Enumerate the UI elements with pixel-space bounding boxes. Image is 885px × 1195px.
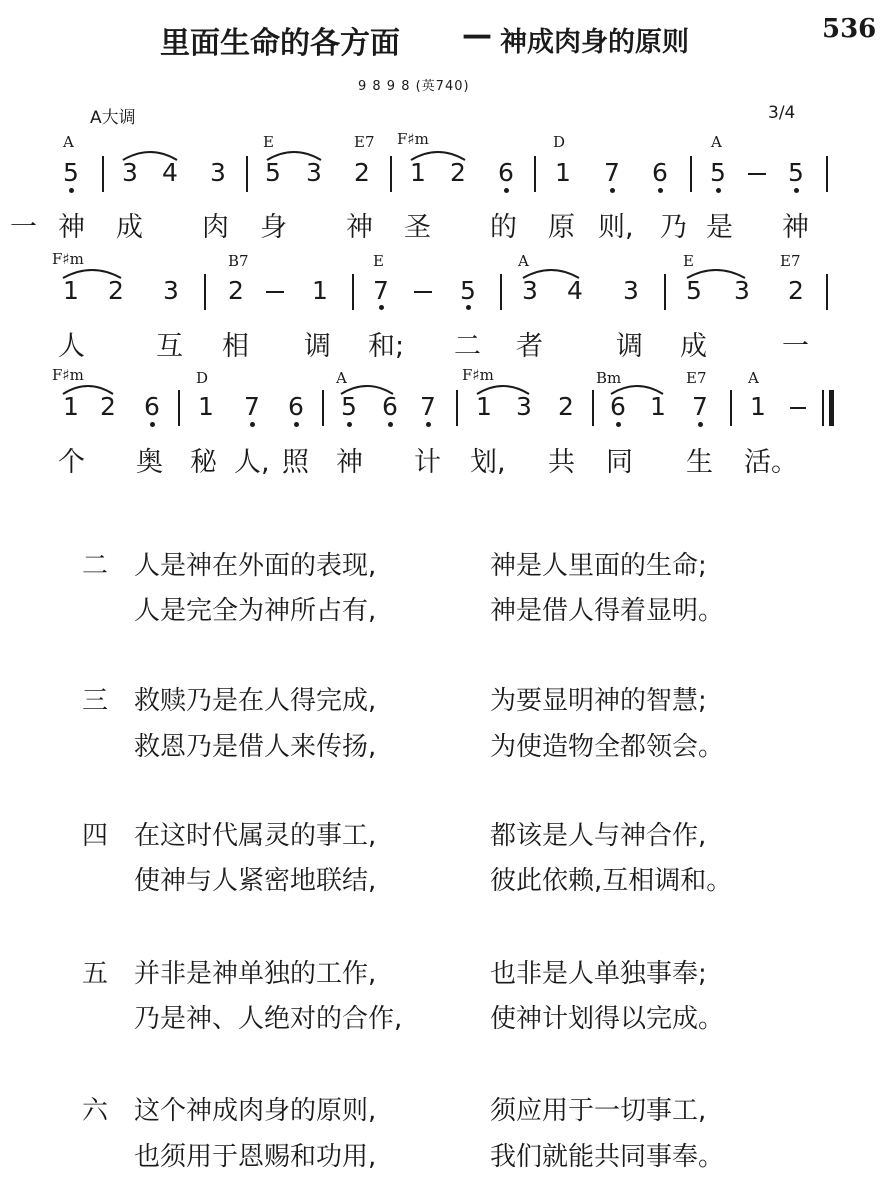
note: 2 bbox=[558, 392, 574, 421]
chord: F♯m bbox=[462, 366, 494, 384]
verse-line: 神是借人得着显明。 bbox=[490, 596, 725, 626]
note: 3 bbox=[734, 276, 750, 305]
slur bbox=[520, 266, 582, 280]
lyric: 肉 bbox=[202, 212, 229, 243]
chord: F♯m bbox=[52, 366, 84, 384]
note: 3 bbox=[516, 392, 532, 421]
note: 6 bbox=[144, 392, 160, 421]
barline bbox=[246, 156, 248, 192]
lyric: 相 bbox=[222, 331, 249, 362]
note: 5 bbox=[63, 158, 79, 187]
note: 6 bbox=[652, 158, 668, 187]
barline bbox=[730, 390, 732, 426]
verse-number: 三 bbox=[82, 686, 109, 716]
key-signature: A大调 bbox=[90, 108, 136, 128]
lyric: 圣 bbox=[404, 212, 431, 243]
lyric: 调 bbox=[616, 331, 643, 362]
chord: E7 bbox=[780, 252, 801, 270]
verse-line: 也须用于恩赐和功用, bbox=[134, 1142, 377, 1172]
verse-number: 四 bbox=[82, 821, 109, 851]
barline bbox=[178, 390, 180, 426]
hold-dash bbox=[266, 291, 284, 293]
low-octave-dot bbox=[794, 188, 799, 193]
verse-line: 使神计划得以完成。 bbox=[490, 1004, 725, 1034]
note: 2 bbox=[788, 276, 804, 305]
note: 5 bbox=[265, 158, 281, 187]
lyric: 互 bbox=[156, 331, 183, 362]
lyric: 和; bbox=[368, 331, 405, 362]
verse-line: 为要显明神的智慧; bbox=[490, 686, 707, 716]
note: 1 bbox=[312, 276, 328, 305]
note: 2 bbox=[450, 158, 466, 187]
chord: E bbox=[263, 133, 274, 151]
note: 1 bbox=[476, 392, 492, 421]
chord: A bbox=[711, 133, 722, 151]
lyric: 人 bbox=[58, 331, 85, 362]
hymn-title: 里面生命的各方面 bbox=[160, 26, 400, 61]
lyric: 的 bbox=[490, 212, 517, 243]
low-octave-dot bbox=[294, 422, 299, 427]
hold-dash bbox=[414, 291, 432, 293]
note: 7 bbox=[373, 276, 389, 305]
note: 7 bbox=[692, 392, 708, 421]
chord: E bbox=[683, 252, 694, 270]
chord: E7 bbox=[686, 369, 707, 387]
note: 6 bbox=[610, 392, 626, 421]
verse-number: 五 bbox=[82, 959, 109, 989]
verse-line: 这个神成肉身的原则, bbox=[134, 1096, 377, 1126]
verse-line: 救赎乃是在人得完成, bbox=[134, 686, 377, 716]
note: 7 bbox=[604, 158, 620, 187]
slur bbox=[264, 148, 324, 162]
time-signature: 3/4 bbox=[768, 103, 796, 123]
slur bbox=[120, 148, 180, 162]
lyric: 神 bbox=[782, 212, 809, 243]
lyric: 奥 bbox=[136, 447, 163, 478]
chord: Bm bbox=[596, 369, 622, 387]
barline bbox=[390, 156, 392, 192]
barline bbox=[690, 156, 692, 192]
note: 1 bbox=[555, 158, 571, 187]
verse-line: 也非是人单独事奉; bbox=[490, 959, 707, 989]
verse-line: 神是人里面的生命; bbox=[490, 551, 707, 581]
low-octave-dot bbox=[150, 422, 155, 427]
barline bbox=[102, 156, 104, 192]
verse-line: 为使造物全都领会。 bbox=[490, 732, 725, 762]
barline bbox=[826, 156, 828, 192]
lyric: 成 bbox=[680, 331, 707, 362]
lyric: 调 bbox=[304, 331, 331, 362]
low-octave-dot bbox=[426, 422, 431, 427]
note: 1 bbox=[750, 392, 766, 421]
low-octave-dot bbox=[698, 422, 703, 427]
note: 7 bbox=[420, 392, 436, 421]
low-octave-dot bbox=[250, 422, 255, 427]
lyric: 神 bbox=[58, 212, 85, 243]
chord: A bbox=[748, 369, 759, 387]
barline bbox=[664, 274, 666, 310]
note: 1 bbox=[198, 392, 214, 421]
lyric: 成 bbox=[116, 212, 143, 243]
note: 1 bbox=[63, 276, 79, 305]
title-dash: — bbox=[462, 18, 492, 53]
lyric: 同 bbox=[606, 447, 633, 478]
note: 3 bbox=[122, 158, 138, 187]
low-octave-dot bbox=[610, 188, 615, 193]
lyric: 一 bbox=[10, 212, 37, 243]
lyric: 照 bbox=[282, 447, 309, 478]
verse-line: 人是完全为神所占有, bbox=[134, 596, 377, 626]
barline bbox=[826, 274, 828, 310]
verse-line: 我们就能共同事奉。 bbox=[490, 1142, 725, 1172]
slur bbox=[608, 382, 666, 396]
lyric: 神 bbox=[346, 212, 373, 243]
barline bbox=[456, 390, 458, 426]
note: 1 bbox=[650, 392, 666, 421]
note: 1 bbox=[410, 158, 426, 187]
barline bbox=[534, 156, 536, 192]
chord: F♯m bbox=[52, 250, 84, 268]
chord: F♯m bbox=[397, 130, 429, 148]
lyric: 乃 bbox=[660, 212, 687, 243]
verse-line: 乃是神、人绝对的合作, bbox=[134, 1004, 403, 1034]
lyric: 生 bbox=[686, 447, 713, 478]
note: 3 bbox=[522, 276, 538, 305]
meter-info: 9 8 9 8 (英740) bbox=[358, 79, 470, 94]
chord: B7 bbox=[228, 252, 249, 270]
low-octave-dot bbox=[658, 188, 663, 193]
lyric: 者 bbox=[516, 331, 543, 362]
final-barline-thin bbox=[822, 390, 824, 426]
low-octave-dot bbox=[379, 305, 384, 310]
note: 6 bbox=[498, 158, 514, 187]
final-barline-thick bbox=[829, 390, 834, 426]
note: 5 bbox=[341, 392, 357, 421]
lyric: 身 bbox=[260, 212, 287, 243]
note: 5 bbox=[710, 158, 726, 187]
note: 4 bbox=[162, 158, 178, 187]
note: 1 bbox=[63, 392, 79, 421]
lyric: 计 bbox=[414, 447, 441, 478]
low-octave-dot bbox=[616, 422, 621, 427]
verse-line: 须应用于一切事工, bbox=[490, 1096, 707, 1126]
note: 6 bbox=[288, 392, 304, 421]
lyric: 二 bbox=[454, 331, 481, 362]
hymn-subtitle: 神成肉身的原则 bbox=[500, 27, 689, 58]
lyric: 则, bbox=[598, 212, 634, 243]
low-octave-dot bbox=[466, 305, 471, 310]
chord: E7 bbox=[354, 133, 375, 151]
lyric: 划, bbox=[470, 447, 506, 478]
chord: E bbox=[373, 252, 384, 270]
barline bbox=[500, 274, 502, 310]
verse-line: 都该是人与神合作, bbox=[490, 821, 707, 851]
note: 7 bbox=[244, 392, 260, 421]
lyric: 神 bbox=[336, 447, 363, 478]
slur bbox=[408, 148, 468, 162]
lyric: 共 bbox=[548, 447, 575, 478]
lyric: 活。 bbox=[744, 447, 798, 478]
barline bbox=[204, 274, 206, 310]
note: 2 bbox=[228, 276, 244, 305]
verse-line: 使神与人紧密地联结, bbox=[134, 866, 377, 896]
note: 3 bbox=[306, 158, 322, 187]
low-octave-dot bbox=[347, 422, 352, 427]
verse-line: 彼此依赖,互相调和。 bbox=[490, 866, 733, 896]
hymn-number: 536 bbox=[822, 14, 877, 44]
low-octave-dot bbox=[504, 188, 509, 193]
slur bbox=[474, 382, 532, 396]
verse-line: 救恩乃是借人来传扬, bbox=[134, 732, 377, 762]
low-octave-dot bbox=[388, 422, 393, 427]
barline bbox=[322, 390, 324, 426]
barline bbox=[592, 390, 594, 426]
barline bbox=[352, 274, 354, 310]
chord: A bbox=[63, 133, 74, 151]
note: 5 bbox=[788, 158, 804, 187]
note: 5 bbox=[686, 276, 702, 305]
note: 6 bbox=[382, 392, 398, 421]
note: 3 bbox=[163, 276, 179, 305]
hold-dash bbox=[790, 407, 806, 409]
verse-line: 人是神在外面的表现, bbox=[134, 551, 377, 581]
note: 3 bbox=[210, 158, 226, 187]
low-octave-dot bbox=[69, 188, 74, 193]
note: 3 bbox=[623, 276, 639, 305]
slur bbox=[338, 382, 396, 396]
low-octave-dot bbox=[716, 188, 721, 193]
note: 2 bbox=[108, 276, 124, 305]
lyric: 秘 bbox=[190, 447, 217, 478]
slur bbox=[60, 382, 116, 396]
verse-line: 在这时代属灵的事工, bbox=[134, 821, 377, 851]
chord: A bbox=[336, 369, 347, 387]
chord: D bbox=[553, 133, 566, 151]
slur bbox=[60, 266, 124, 280]
verse-number: 二 bbox=[82, 551, 109, 581]
hold-dash bbox=[748, 173, 766, 175]
verse-number: 六 bbox=[82, 1096, 109, 1126]
lyric: 个 bbox=[58, 447, 85, 478]
lyric: 原 bbox=[548, 212, 575, 243]
lyric: 是 bbox=[706, 212, 733, 243]
slur bbox=[684, 266, 748, 280]
note: 5 bbox=[460, 276, 476, 305]
note: 2 bbox=[100, 392, 116, 421]
chord: D bbox=[196, 369, 209, 387]
note: 4 bbox=[567, 276, 583, 305]
chord: A bbox=[518, 252, 529, 270]
lyric: 一 bbox=[782, 331, 809, 362]
verse-line: 并非是神单独的工作, bbox=[134, 959, 377, 989]
note: 2 bbox=[354, 158, 370, 187]
lyric: 人, bbox=[234, 447, 270, 478]
